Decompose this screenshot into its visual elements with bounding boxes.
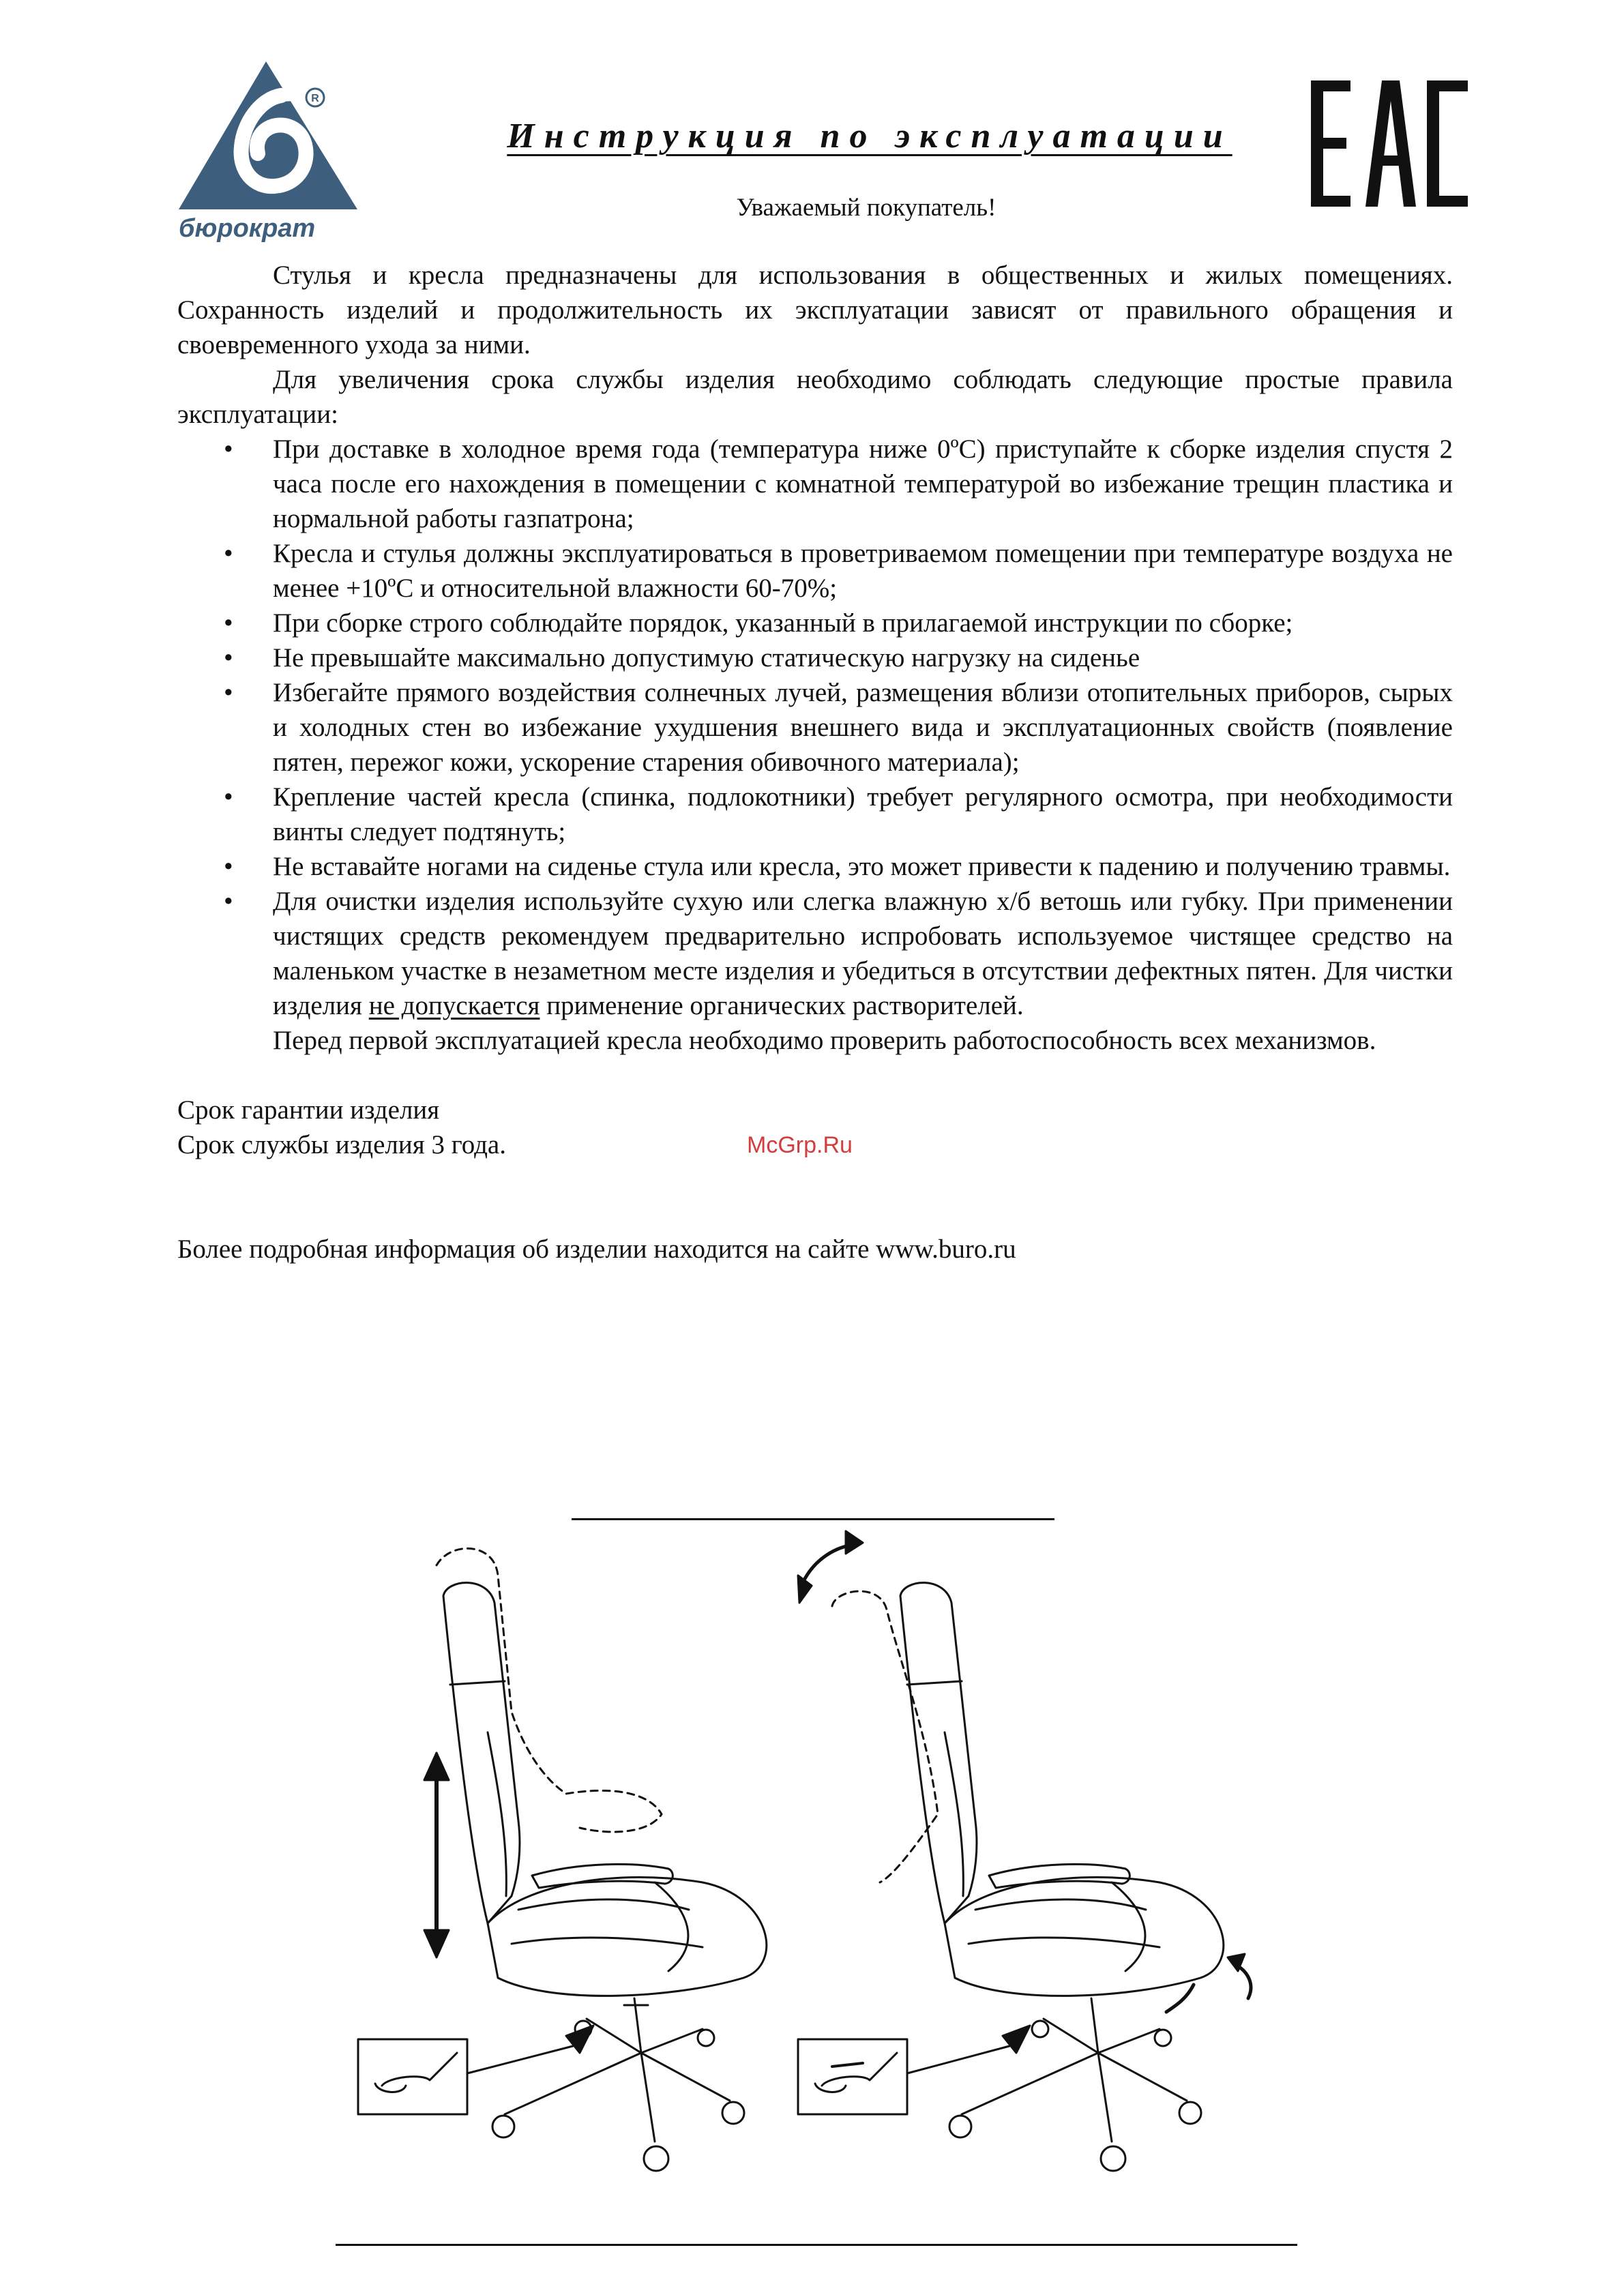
rules-list [177,432,1453,1023]
service-life: Срок службы изделия 3 года. [177,1130,506,1159]
warranty-label: Срок гарантии изделия [177,1095,440,1125]
greeting: Уважаемый покупатель! [736,194,996,222]
rule-item: • При сборке строго соблюдайте порядок, указанный в прилагаемой инструкции по сборке; [177,606,1453,640]
divider-bottom [336,2244,1297,2246]
divider-top [572,1518,1054,1520]
brand-logo [179,58,370,242]
underlined-warning: не допускается [368,991,540,1020]
brand-name: бюрократ [179,214,316,242]
rule-item: • Крепление частей кресла (спинка, подлокотники) требует регулярного осмотра, при необходимости винты следует подтянуть; [177,780,1453,849]
watermark: McGrp.Ru [747,1132,853,1158]
more-info: Более подробная информация об изделии находится на сайте www.buro.ru [177,1234,1016,1264]
intro-paragraph: Стулья и кресла предназначены для использования в общественных и жилых помещениях. Сохранность изделий и продолжительность их эксплуатации зависят от правильного обращения и своевременного ухода за ними. [177,261,1453,359]
rule-item: • Кресла и стулья должны эксплуатироваться в проветриваемом помещении при температуре воздуха не менее +10ºС и относительной влажности 60-70%; [177,536,1453,606]
eac-certification-mark [1311,80,1468,207]
rule-item-cleaning: • Для очистки изделия используйте сухую или слегка влажную х/б ветошь или губку. При применении чистящих средств рекомендуем предварительно испробовать используемое чистящее средство на маленьком участке в незаметном месте изделия и убедиться в отсутствии дефектных пятен. Для чистки изделия не допускается применение органических растворителей. [177,884,1453,1023]
rule-item: • Не вставайте ногами на сиденье стула или кресла, это может привести к падению и получению травмы. [177,849,1453,884]
registered-mark: R [311,93,319,104]
rule-item: • При доставке в холодное время года (температура ниже 0ºС) приступайте к сборке изделия спустя 2 часа после его нахождения в помещении с комнатной температурой во избежание трещин пластика и нормальной работы газпатрона; [177,432,1453,536]
instructions-body [177,258,1453,1267]
page-title: Инструкция по эксплуатации [507,117,1232,156]
first-use-paragraph: Перед первой эксплуатацией кресла необходимо проверить работоспособность всех механизмов. [273,1026,1376,1055]
chair-adjustment-diagram [348,1528,1323,2210]
chair-tilt-adjust-figure [798,1531,1251,2171]
rule-item: • Не превышайте максимально допустимую статическую нагрузку на сиденье [177,640,1453,675]
rule-item: • Избегайте прямого воздействия солнечных лучей, размещения вблизи отопительных приборов, сырых и холодных стен во избежание ухудшения внешнего вида и эксплуатационных свойств (появление пятен, пережог кожи, ускорение старения обивочного материала); [177,675,1453,780]
rules-intro: Для увеличения срока службы изделия необходимо соблюдать следующие простые правила эксплуатации: [177,365,1453,429]
chair-height-adjust-figure [358,1548,767,2171]
